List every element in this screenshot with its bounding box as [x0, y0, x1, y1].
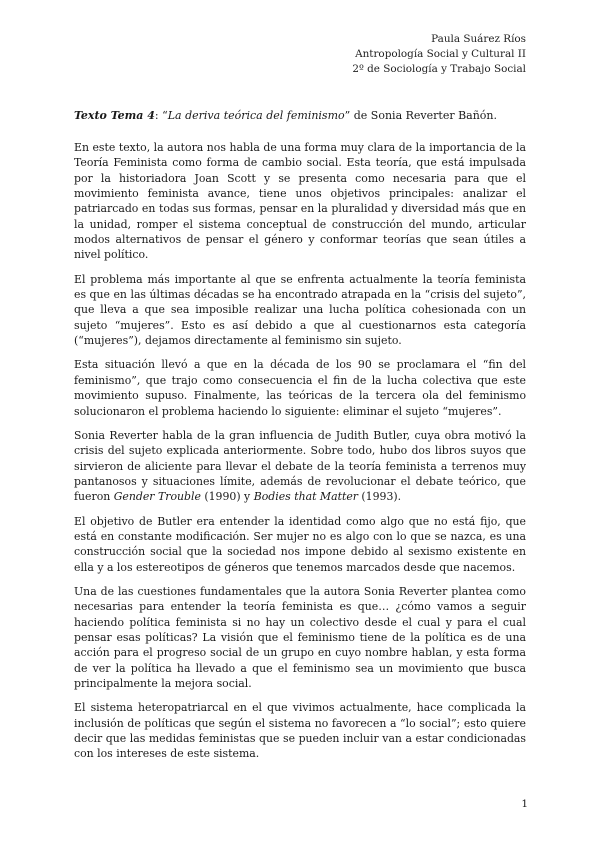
book-title-bodies-that-matter: Bodies that Matter [253, 490, 358, 504]
author-name: Paula Suárez Ríos [431, 33, 526, 45]
paragraph-4-mid: (1990) y [200, 490, 254, 504]
paragraph-3: Esta situación llevó a que en la década de los 90 se proclamara el “fin del feminismo”, que trajo como consecuencia el fin de la lucha colectiva que este movimiento supuso. Finalmente, las teóricas de la tercera ola del feminismo solucionaron el problema haciendo lo siguiente: eliminar el sujeto “mujeres”. [74, 358, 526, 418]
paragraph-4-text: Sonia Reverter habla de la gran influencia de Judith Butler, cuya obra motivó la crisis del sujeto explicada anteriormente. Sobre todo, hubo dos libros suyos que sirvieron de aliciente para llevar el debate de la teoría feminista a terrenos muy pantanosos y situaciones límite, además de revolucionar el debate teórico, que fueron [74, 428, 526, 504]
course-name: Antropología Social y Cultural II [355, 48, 526, 60]
degree-name: 2º de Sociología y Trabajo Social [352, 63, 526, 75]
paragraph-1: En este texto, la autora nos habla de una forma muy clara de la importancia de la Teoría Feminista como forma de cambio social. Esta teoría, que está impulsada por la historiadora Joan Scott y se presenta como necesaria para que el movimiento feminista avance, tiene unos objetivos principales: analizar el patriarcado en todas sus formas, pensar en la pluralidad y diversidad más que en la unidad, romper el sistema conceptual de construcción del mundo, articular modos alternativos de pensar el género y conformar teorías que sean útiles a nivel político. [74, 141, 526, 262]
title-label: Texto Tema 4 [74, 109, 155, 122]
page-number: 1 [521, 798, 528, 810]
document-body [74, 140, 526, 771]
title-rest: ” de Sonia Reverter Bañón. [344, 109, 498, 122]
paragraph-2: El problema más importante al que se enfrenta actualmente la teoría feminista es que en las últimas décadas se ha encontrado atrapada en la “crisis del sujeto”, que lleva a que sea imposible realizar una lucha política cohesionada con un sujeto “mujeres”. Esto es así debido a que al cuestionarnos esta categoría (“mujeres”), dejamos directamente al feminismo sin sujeto. [74, 272, 526, 348]
book-title-gender-trouble: Gender Trouble [113, 490, 201, 504]
title-colon: : “ [154, 109, 168, 122]
paragraph-5: El objetivo de Butler era entender la identidad como algo que no está fijo, que está en constante modificación. Ser mujer no es algo con lo que se nazca, es una construcción social que la sociedad nos impone debido al sexismo existente en ella y a los estereotipos de géneros que tenemos marcados desde que nacemos. [74, 514, 526, 574]
paragraph-6: Una de las cuestiones fundamentales que la autora Sonia Reverter plantea como necesarias para entender la teoría feminista es que… ¿cómo vamos a seguir haciendo política feminista si no hay un colectivo desde el cual y para el cual pensar esas políticas? La visión que el feminismo tiene de la política es de una acción para el progreso social de un grupo en cuyo nombre hablan, y esta forma de ver la política ha llevado a que el feminismo sea un movimiento que busca principalmente la mejora social. [74, 584, 526, 690]
author-header [352, 32, 526, 77]
document-title [74, 108, 526, 123]
title-work: La deriva teórica del feminismo [167, 109, 345, 122]
paragraph-7: El sistema heteropatriarcal en el que vivimos actualmente, hace complicada la inclusión de políticas que según el sistema no favorecen a “lo social”; esto quiere decir que las medidas feministas que se pueden incluir van a estar condicionadas con los intereses de este sistema. [74, 701, 526, 761]
paragraph-4-end: (1993). [357, 490, 402, 504]
paragraph-4 [74, 428, 526, 505]
